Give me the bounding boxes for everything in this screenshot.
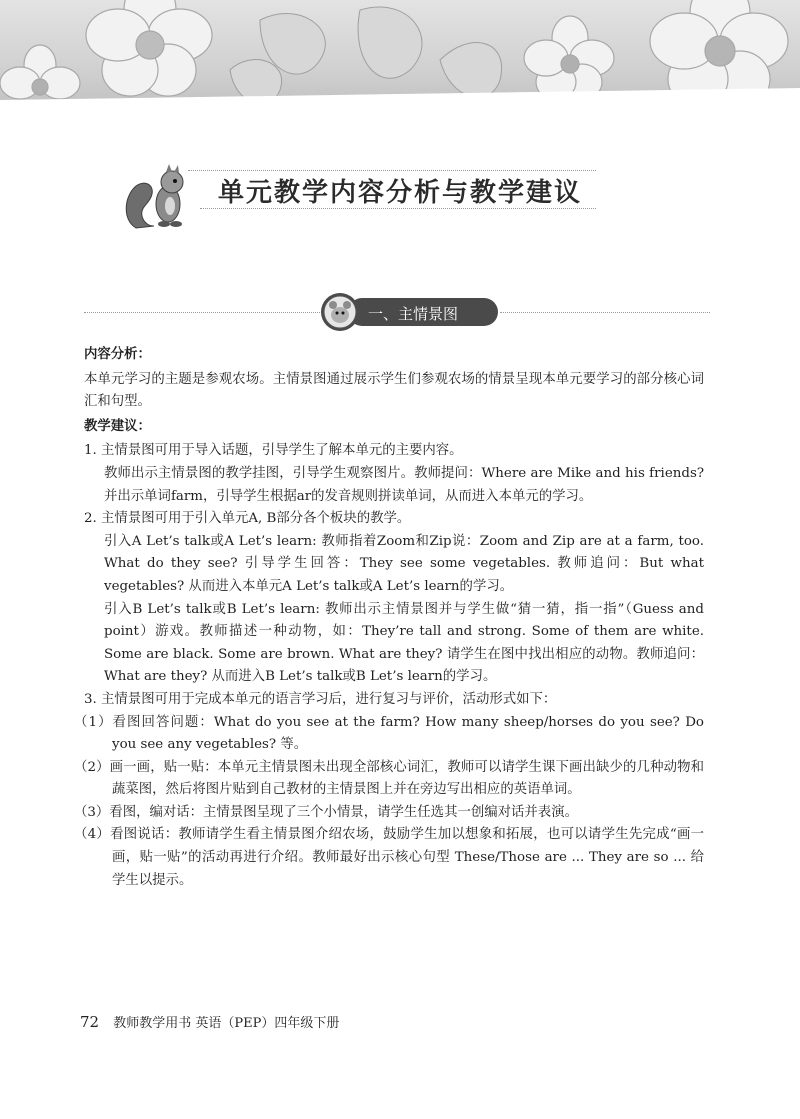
book-title: 教师教学用书 英语（PEP）四年级下册	[113, 1016, 340, 1031]
page-body	[74, 342, 704, 892]
suggestion-3-sub-1: （1）看图回答问题：What do you see at the farm? How many sheep/horses do you see? Do you see any vegetables? 等。	[74, 714, 704, 753]
flower-pattern-icon	[0, 0, 800, 118]
suggestion-1-body: 教师出示主情景图的教学挂图，引导学生观察图片。教师提问：Where are Mike and his friends? 并出示单词farm，引导学生根据ar的发音规则拼读单词，从而进入本单元的学习。	[104, 465, 704, 504]
suggestions-heading: 教学建议：	[84, 418, 151, 434]
suggestion-1-title: 1. 主情景图可用于导入话题，引导学生了解本单元的主要内容。	[84, 443, 463, 459]
suggestion-3-sub-4: （4）看图说话：教师请学生看主情景图介绍农场，鼓励学生加以想象和拓展，也可以请学生先完成“画一画，贴一贴”的活动再进行介绍。教师最好出示核心句型 These/Those are ... They are so ... 给学生以提示。	[74, 827, 704, 888]
page-number: 72	[80, 1013, 100, 1031]
content-analysis-heading: 内容分析：	[84, 347, 151, 362]
page-title: 单元教学内容分析与教学建议	[218, 178, 583, 208]
content-analysis-text: 本单元学习的主题是参观农场。主情景图通过展示学生们参观农场的情景呈现本单元要学习的部分核心词汇和句型。	[84, 371, 704, 410]
floral-banner	[0, 0, 800, 118]
animal-badge-icon	[318, 292, 362, 332]
section-left-dotted-rule	[84, 312, 320, 313]
section-right-dotted-rule	[500, 312, 710, 313]
title-bottom-dotted-rule	[200, 208, 596, 209]
section-title: 一、主情景图	[368, 305, 459, 323]
suggestion-3-title: 3. 主情景图可用于完成本单元的语言学习后，进行复习与评价，活动形式如下：	[84, 691, 557, 707]
suggestion-2-body-b: 引入B Let’s talk或B Let’s learn: 教师出示主情景图并与学生做“猜一猜，指一指”（Guess and point）游戏。教师描述一种动物，如：They’re tall and strong. Some of them are white. Some are black. Some are brown. What are they? 请学生在图中找出相应的动物。教师追问：What are they? 从而进入B Let’s talk或B Let’s learn的学习。	[104, 601, 704, 685]
section-header	[318, 292, 500, 332]
title-top-dotted-rule	[188, 170, 596, 171]
page-footer	[80, 1012, 339, 1031]
suggestion-3-sub-2: （2）画一画，贴一贴：本单元主情景图未出现全部核心词汇，教师可以请学生课下画出缺少的几种动物和蔬菜图，然后将图片贴到自己教材的主情景图上并在旁边写出相应的英语单词。	[74, 759, 704, 798]
squirrel-mascot-icon	[120, 160, 200, 240]
suggestion-2-body-a: 引入A Let’s talk或A Let’s learn: 教师指着Zoom和Zip说：Zoom and Zip are at a farm, too. What do they see? 引导学生回答：They see some vegetables. 教师追问：But what vegetables? 从而进入本单元A Let’s talk或A Let’s learn的学习。	[104, 533, 704, 594]
suggestion-3-sub-3: （3）看图，编对话：主情景图呈现了三个小情景，请学生任选其一创编对话并表演。	[74, 804, 578, 820]
suggestion-2-title: 2. 主情景图可用于引入单元A, B部分各个板块的教学。	[84, 511, 411, 527]
title-area	[120, 160, 620, 240]
